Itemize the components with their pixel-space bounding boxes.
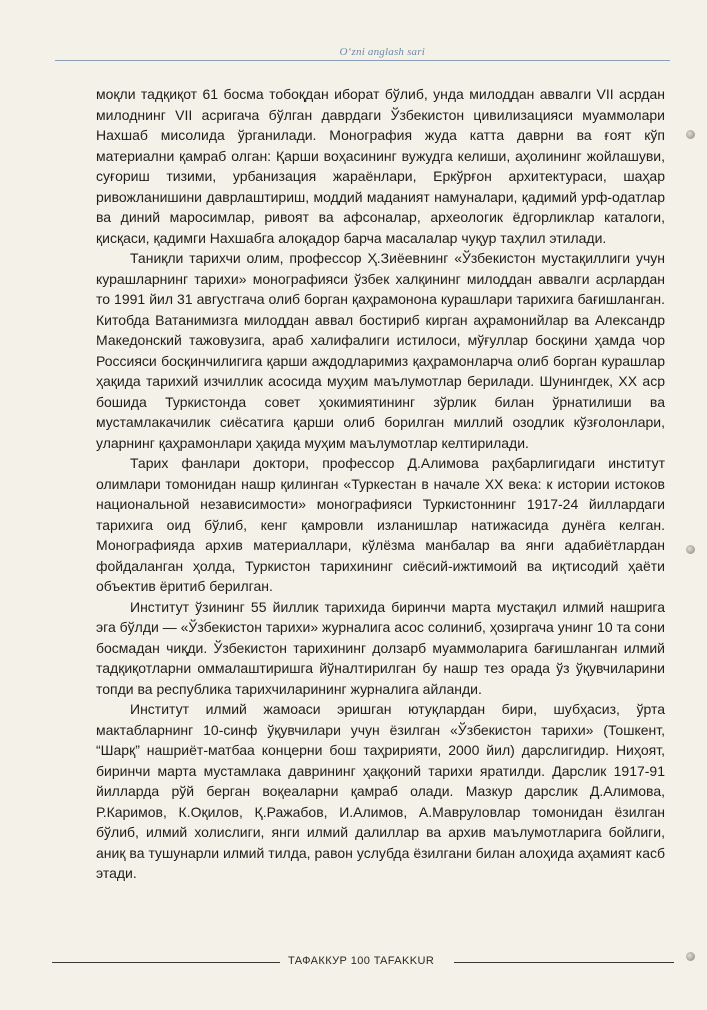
page-footer	[52, 954, 674, 970]
footer-rule-left	[52, 962, 280, 963]
binding-hole-middle	[686, 545, 695, 554]
running-header	[55, 46, 670, 62]
header-rule	[55, 60, 670, 61]
header-title: O‘zni anglash sari	[339, 46, 425, 58]
binding-hole-top	[686, 130, 695, 139]
paragraph-3: Тарих фанлари доктори, профессор Д.Алимова раҳбарлигидаги институт олимлари томонидан нашр қилинган «Туркестан в начале XX века: к истории истоков национальной независимости» монографияси Туркистоннинг 1917-24 йиллардаги тарихига оид бўлиб, кенг қамровли изланишлар натижасида дунёга келган. Монографияда архив материаллари, кўлёзма манбалар ва янги адабиётлардан фойдаланган ҳолда, Туркистон тарихининг сиёсий-ижтимоий ва иқтисодий ҳаёти объектив ёритиб берилган.	[96, 455, 665, 594]
paragraph-2: Таниқли тарихчи олим, профессор Ҳ.Зиёевнинг «Ўзбекистон мустақиллиги учун курашларнинг тарихи» монографияси ўзбек халқининг милоддан аввалги асрлардан то 1991 йил 31 августгача олиб борган қаҳрамонона курашлари тарихига бағишланган. Китобда Ватанимизга милоддан аввал бостириб кирган аҳрамонийлар ва Александр Македонский тажовузига, араб халифалиги истилоси, мўғуллар босқини ҳамда чор Россияси босқинчилигига қарши аждодларимиз қаҳрамонларча олиб борган курашлар ҳақида тарихий изчиллик асосида муҳим маълумотлар берилади. Шунингдек, XX аср бошида Туркистонда совет ҳокимиятининг зўрлик билан ўрнатилиши ва мустамлакачилик сиёсатига қарши олиб борилган миллий озодлик кўзғолонлари, уларнинг қаҳрамонлари ҳақида муҳим маълумотлар келтирилади.	[96, 250, 665, 451]
paragraph-4: Институт ўзининг 55 йиллик тарихида биринчи марта мустақил илмий нашрига эга бўлди — «Ўзбекистон тарихи» журналига асос солиниб, ҳозиргача унинг 10 та сони босмадан чиқди. Ўзбекистон тарихининг долзарб муаммоларига бағишланган илмий тадқиқотларни оммалаштиришга йўналтирилган бу нашр тез орада ўз ўқувчиларини топди ва республика тарихчиларининг журналига айланди.	[96, 598, 665, 697]
paragraph-1: моқли тадқиқот 61 босма тобоқдан иборат бўлиб, унда милоддан аввалги VII асрдан милоднинг VII асригача бўлган даврдаги Ўзбекистон цивилизацияси муаммолари Нахшаб мисолида ўрганилади. Монография жуда катта даврни ва ғоят кўп материални қамраб олган: Қарши воҳасининг вужудга келиши, аҳолининг жойлашуви, суғориш тизими, урбанизация жараёнлари, Еркўрғон архитектураси, шаҳар ривожланишини даврлаштириш, моддий маданият намуналари, қадимий урф-одатлар ва диний маросимлар, ривоят ва афсоналар, археологик ёдгорликлар каталоги, қисқаси, қадимги Нахшабга алоқадор барча масалалар чуқур таҳлил этилади.	[96, 86, 665, 246]
footer-rule-right	[454, 962, 674, 963]
paragraph-5: Институт илмий жамоаси эришган ютуқлардан бири, шубҳасиз, ўрта мактабларнинг 10-синф ўқувчилари учун ёзилган «Ўзбекистон тарихи» (Тошкент, “Шарқ” нашриёт-матбаа концерни бош таҳририяти, 2000 йил) дарслигидир. Ниҳоят, биринчи марта мустамлака даврининг ҳаққоний тарихи яратилди. Дарслик 1917-91 йилларда рўй берган воқеаларни қамраб олади. Мазкур дарслик Д.Алимова, Р.Каримов, К.Оқилов, Қ.Ражабов, И.Алимов, А.Мавруловлар томонидан ёзилган бўлиб, илмий холислиги, янги илмий далиллар ва архив маълумотларига бойлиги, аниқ ва тушунарли илмий тилда, равон услубда ёзилгани билан алоҳида аҳамият касб этади.	[96, 701, 665, 881]
binding-hole-bottom	[686, 952, 695, 961]
footer-text: ТАФАККУР 100 TAFAKKUR	[288, 955, 435, 967]
article-body	[96, 84, 665, 884]
